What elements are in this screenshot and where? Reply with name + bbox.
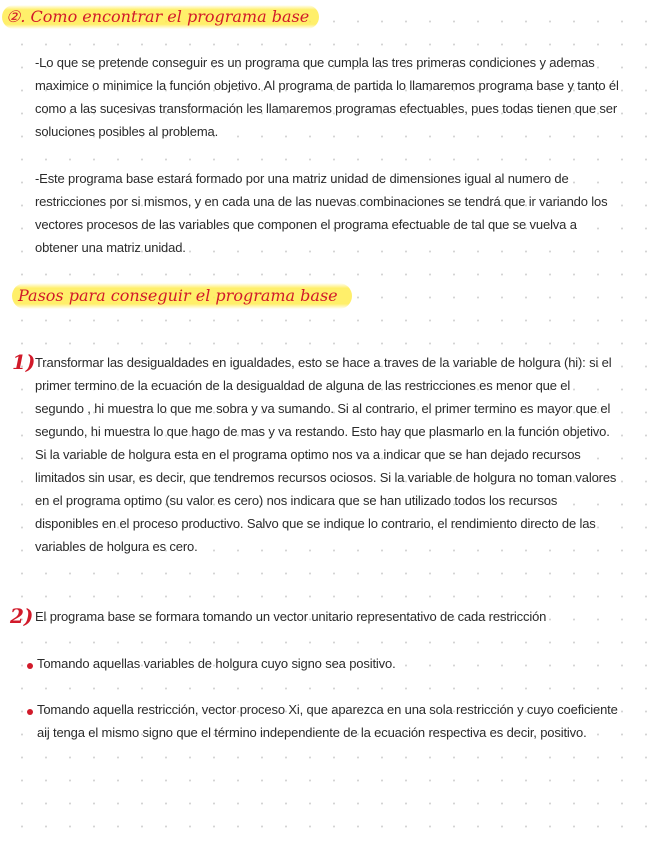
bullet-item-holgura: Tomando aquellas variables de holgura cuyo signo sea positivo. <box>37 656 396 671</box>
step-1-text: Transformar las desigualdades en igualdades, esto se hace a traves de la variable de holgura (hi): si el primer termino de la ecuación de la desigualdad de alguna de las restricciones es menor que el segundo , hi muestra lo que me sobra y va sumando. Si al contrario, el primer termino es mayor que el segundo, hi muestra lo que hago de mas y va restando. Esto hay que plasmarlo en la función objetivo. Si la variable de holgura esta en el programa optimo nos va a indicar que se han dejado recursos limitados sin usar, es decir, que tendremos recursos ociosos. Si la variable de holgura no toman valores en el programa optimo (su valor es cero) nos indicara que se han utilizado todos los recursos disponibles en el proceso productivo. Salvo que se indique lo contrario, el rendimiento directo de las variables de holgura es cero. <box>35 355 617 554</box>
step-2-text: El programa base se formara tomando un vector unitario representativo de cada restricción <box>35 609 547 624</box>
paragraph-objetivo: -Lo que se pretende conseguir es un programa que cumpla las tres primeras condiciones y ademas maximice o minimice la función objetivo. Al programa de partida lo llamaremos programa base y tanto él como a las sucesivas transformación les llamaremos programas efectuables, pues todas tienen que ser soluciones posibles al problema. <box>35 55 619 139</box>
bullet-item-restriccion: Tomando aquella restricción, vector proceso Xi, que aparezca en una sola restricción y cuyo coeficiente aij tenga el mismo signo que el término independiente de la ecuación respectiva es decir, positivo. <box>37 702 618 740</box>
section-title-programa-base: ②. Como encontrar el programa base <box>2 5 319 29</box>
bullet-dot-icon <box>27 663 33 669</box>
section-title-pasos: Pasos para conseguir el programa base <box>12 283 352 309</box>
bullet-dot-icon <box>27 709 33 715</box>
paragraph-matriz-unidad: -Este programa base estará formado por una matriz unidad de dimensiones igual al numero de restricciones por si mismos, y en cada una de las nuevas combinaciones se tendrá que ir variando los vectores procesos de las variables que componen el programa efectuable de tal que se vuelva a obtener una matriz unidad. <box>35 171 608 255</box>
step-number-1: 1) <box>12 350 36 374</box>
step-number-2: 2) <box>10 604 34 628</box>
